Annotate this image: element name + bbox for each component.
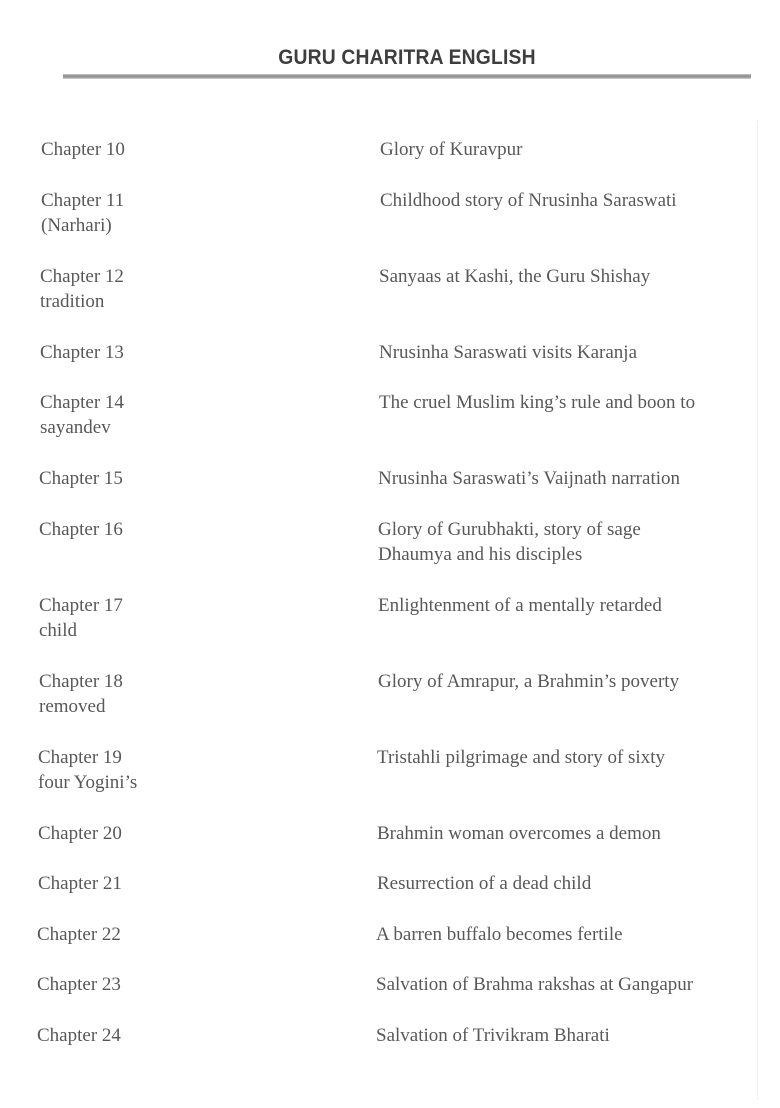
- chapter-row: [0, 390, 780, 466]
- chapter-description-line: Brahmin woman overcomes a demon: [377, 822, 661, 844]
- chapter-row: [0, 137, 780, 188]
- chapter-row: [0, 466, 780, 517]
- chapter-label-line: Chapter 10: [41, 139, 125, 160]
- chapter-label-line: Chapter 17: [39, 594, 123, 616]
- chapter-description-line: Enlightenment of a mentally retarded: [378, 594, 662, 616]
- chapter-label-line: Chapter 15: [39, 468, 123, 489]
- chapter-label-line: Chapter 16: [39, 518, 123, 540]
- chapter-description: [377, 871, 591, 896]
- chapter-description: [379, 264, 650, 289]
- chapter-description: [377, 745, 665, 770]
- chapter-label: [40, 390, 124, 440]
- chapter-row: [0, 593, 780, 669]
- chapter-description: [379, 340, 637, 365]
- chapter-description-line: The cruel Muslim king’s rule and boon to: [379, 392, 696, 413]
- chapter-description: [376, 1023, 610, 1048]
- chapter-description: [378, 466, 680, 491]
- chapter-label-line: Chapter 11: [41, 189, 125, 211]
- chapter-label-line: Chapter 14: [40, 392, 124, 413]
- chapter-description-line: Childhood story of Nrusinha Saraswati: [380, 189, 677, 211]
- chapter-label-line: Chapter 12: [40, 265, 124, 287]
- chapter-description: [378, 517, 641, 567]
- chapter-row: [0, 871, 780, 922]
- chapter-description-line: A barren buffalo becomes fertile: [376, 923, 623, 945]
- chapter-label-line: sayandev: [40, 417, 111, 438]
- chapter-label: [38, 745, 137, 795]
- chapter-label: [40, 340, 124, 365]
- chapter-list: [0, 137, 780, 1073]
- chapter-description: [376, 972, 693, 997]
- chapter-description-line: Dhaumya and his disciples: [378, 543, 583, 565]
- chapter-label-line: tradition: [40, 290, 105, 312]
- chapter-row: [0, 264, 780, 340]
- chapter-label-line: removed: [39, 695, 106, 717]
- chapter-description: [378, 669, 679, 694]
- chapter-description: [377, 821, 661, 846]
- chapter-row: [0, 669, 780, 745]
- chapter-label-line: (Narhari): [41, 214, 112, 236]
- chapter-label-line: Chapter 18: [39, 670, 123, 692]
- chapter-description: [376, 922, 623, 947]
- chapter-description: [379, 390, 695, 415]
- chapter-description-line: Salvation of Brahma rakshas at Gangapur: [376, 974, 694, 995]
- chapter-label-line: Chapter 19: [38, 746, 122, 768]
- chapter-label-line: Chapter 22: [37, 923, 121, 945]
- chapter-description-line: Glory of Amrapur, a Brahmin’s poverty: [378, 670, 680, 692]
- chapter-label: [39, 669, 123, 719]
- chapter-description-line: Sanyaas at Kashi, the Guru Shishay: [379, 265, 651, 287]
- chapter-label-line: Chapter 21: [38, 873, 122, 894]
- chapter-label: [39, 466, 123, 491]
- chapter-row: [0, 972, 780, 1023]
- chapter-label: [41, 188, 124, 238]
- title-underline: [63, 74, 751, 79]
- chapter-label: [38, 871, 122, 896]
- chapter-label-line: Chapter 23: [37, 974, 121, 995]
- chapter-row: [0, 745, 780, 821]
- chapter-label: [37, 1023, 121, 1048]
- page-title: GURU CHARITRA ENGLISH: [278, 46, 536, 69]
- chapter-description-line: Salvation of Trivikram Bharati: [376, 1024, 610, 1046]
- chapter-row: [0, 821, 780, 872]
- chapter-description-line: Tristahli pilgrimage and story of sixty: [377, 746, 665, 768]
- chapter-description: [380, 137, 522, 162]
- chapter-label: [41, 137, 125, 162]
- chapter-label: [37, 922, 121, 947]
- chapter-row: [0, 1023, 780, 1074]
- chapter-row: [0, 188, 780, 264]
- chapter-description-line: Glory of Gurubhakti, story of sage: [378, 518, 641, 540]
- chapter-description: [378, 593, 662, 618]
- chapter-label-line: Chapter 24: [37, 1024, 121, 1046]
- chapter-label: [39, 593, 123, 643]
- chapter-label-line: child: [39, 619, 77, 641]
- chapter-row: [0, 517, 780, 593]
- chapter-label: [40, 264, 124, 314]
- chapter-description-line: Resurrection of a dead child: [377, 873, 592, 894]
- chapter-label: [39, 517, 123, 542]
- chapter-label-line: four Yogini’s: [38, 771, 138, 793]
- chapter-description: [380, 188, 677, 213]
- chapter-description-line: Nrusinha Saraswati visits Karanja: [379, 341, 638, 363]
- chapter-label-line: Chapter 20: [38, 822, 122, 844]
- chapter-description-line: Glory of Kuravpur: [380, 139, 523, 160]
- chapter-label: [37, 972, 121, 997]
- chapter-description-line: Nrusinha Saraswati’s Vaijnath narration: [378, 468, 680, 489]
- chapter-row: [0, 340, 780, 391]
- chapter-label-line: Chapter 13: [40, 341, 124, 363]
- chapter-label: [38, 821, 122, 846]
- chapter-row: [0, 922, 780, 973]
